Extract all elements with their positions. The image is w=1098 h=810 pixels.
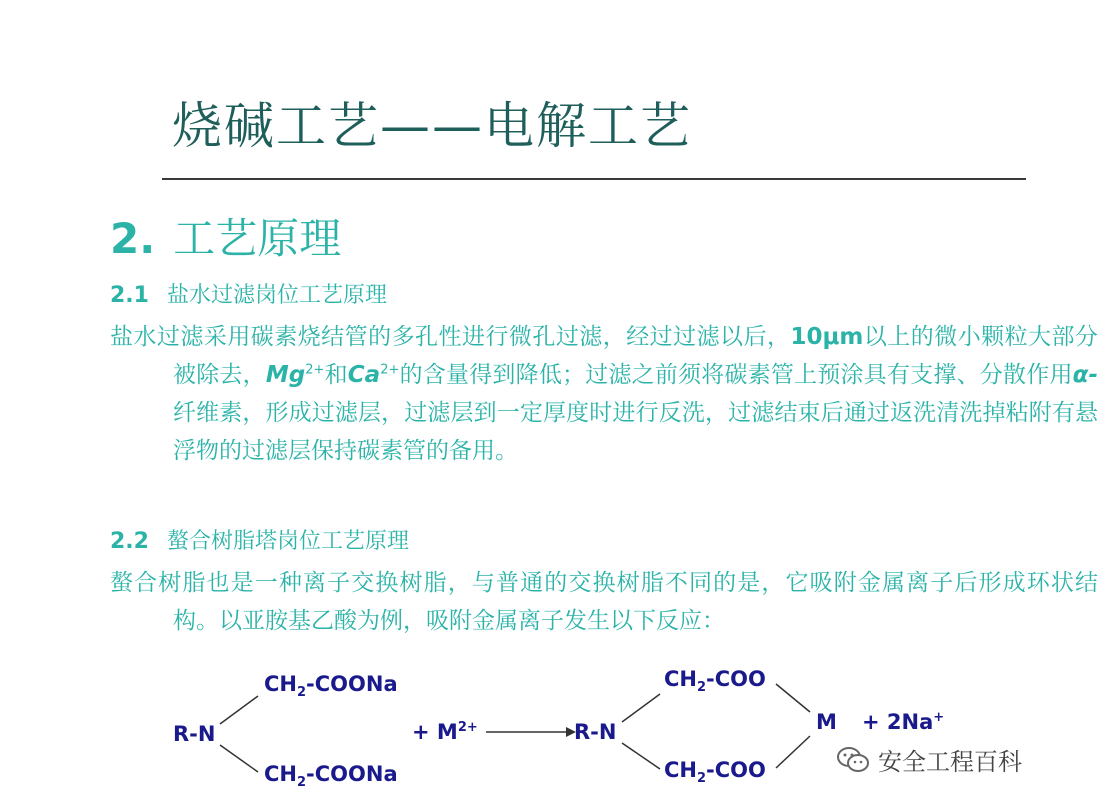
pb-ch: CH [664,758,697,782]
rt-ch: CH [264,672,297,696]
subsection-number-1: 2.1 [110,283,149,308]
metal-ion-reactant [412,720,478,744]
left-upper-bond [220,696,258,724]
page-title: 烧碱工艺——电解工艺 [172,97,692,155]
rb-coona: -COONa [306,762,398,786]
subsection-number-2: 2.2 [110,529,149,554]
sodium-symbol: + 2Na [862,710,934,734]
metal-ion-symbol: + M [412,720,458,744]
subsection-label-2: 螯合树脂塔岗位工艺原理 [166,529,409,554]
rb-sub: 2 [297,775,307,791]
product-top-group [664,667,766,695]
reactant-bottom-group [264,762,398,790]
section-label: 工艺原理 [173,214,342,263]
subsection-label-1: 盐水过滤岗位工艺原理 [166,283,387,308]
para1-text-1: 盐水过滤采用碳素烧结管的多孔性进行微孔过滤，经过过滤以后， [110,324,791,350]
chelated-metal: M [816,710,837,734]
right-lower-bond [622,743,660,769]
watermark [836,742,1022,777]
para1-text-2: 以上的微小颗粒大部分被除去， [173,324,1098,388]
watermark-text: 安全工程百科 [878,748,1022,776]
metal-ion-charge: 2+ [457,720,478,735]
para1-ca-charge: 2+ [380,362,400,378]
left-lower-bond [220,745,258,772]
product-rn: R-N [574,720,617,744]
pt-coo: -COO [706,667,766,691]
para1-text-4: 的含量得到降低；过滤之前须将碳素管上预涂具有支撑、分散作用 [399,362,1073,388]
sodium-charge: + [933,710,945,725]
pt-ch: CH [664,667,697,691]
para1-size: 10μm [790,324,864,350]
reactant-top-group [264,672,398,700]
rt-coona: -COONa [306,672,398,696]
pt-sub: 2 [697,680,707,696]
product-bottom-group [664,758,766,786]
para1-ca: Ca [347,362,381,388]
para1-text-5: 纤维素，形成过滤层，过滤层到一定厚度时进行反洗，过滤结束后通过返洗清洗掉粘附有悬浮物的过滤层保持碳素管的备用。 [173,400,1098,464]
metal-upper-bond [776,684,810,712]
sodium-product [862,710,944,734]
pb-sub: 2 [697,771,707,787]
para1-text-3: 和 [324,362,348,388]
para1-mg-charge: 2+ [305,362,325,378]
reactant-rn: R-N [173,722,216,746]
rb-ch: CH [264,762,297,786]
metal-lower-bond [776,736,810,768]
pb-coo: -COO [706,758,766,782]
rt-sub: 2 [297,685,307,701]
section-number: 2. [110,214,156,263]
para1-mg: Mg [265,362,306,388]
paragraph-chelating-resin: 螯合树脂也是一种离子交换树脂，与普通的交换树脂不同的是，它吸附金属离子后形成环状结构。以亚胺基乙酸为例，吸附金属离子发生以下反应： [110,570,1098,634]
wechat-icon [836,745,870,775]
para1-alpha: α- [1072,362,1098,388]
right-upper-bond [622,694,660,722]
